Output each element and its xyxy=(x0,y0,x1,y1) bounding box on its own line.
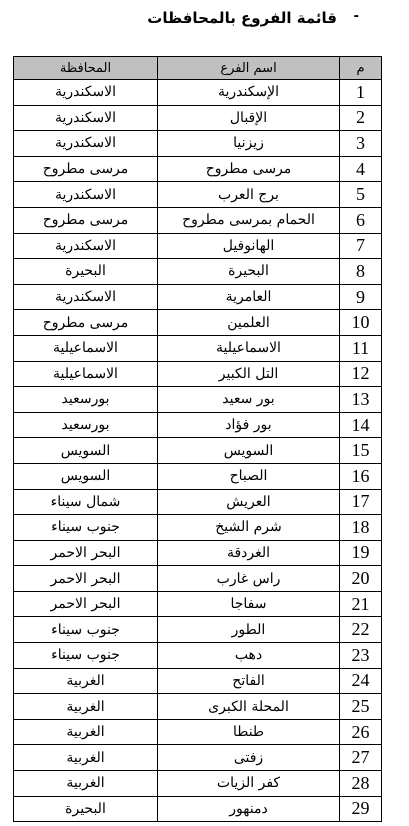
row-number-cell: 4 xyxy=(340,156,382,182)
row-number-cell: 14 xyxy=(340,412,382,438)
governorate-cell: البحيرة xyxy=(14,259,158,285)
table-header-row xyxy=(14,57,382,80)
row-number-cell: 18 xyxy=(340,515,382,541)
row-number-cell: 16 xyxy=(340,463,382,489)
table-row xyxy=(14,361,382,387)
branch-name-cell: العامرية xyxy=(158,284,340,310)
branch-name-cell: دمنهور xyxy=(158,796,340,822)
branch-name-cell: مرسى مطروح xyxy=(158,156,340,182)
row-number-cell: 27 xyxy=(340,745,382,771)
table-row xyxy=(14,259,382,285)
branch-name-cell: سفاجا xyxy=(158,591,340,617)
row-number-cell: 10 xyxy=(340,310,382,336)
row-number-cell: 19 xyxy=(340,540,382,566)
row-number-cell: 17 xyxy=(340,489,382,515)
governorate-cell: الاسكندرية xyxy=(14,233,158,259)
governorate-cell: الاسكندرية xyxy=(14,284,158,310)
table-row xyxy=(14,796,382,822)
row-number-cell: 13 xyxy=(340,387,382,413)
table-row xyxy=(14,156,382,182)
branch-name-cell: الإسكندرية xyxy=(158,80,340,106)
governorate-cell: الغربية xyxy=(14,719,158,745)
branch-name-cell: بور فؤاد xyxy=(158,412,340,438)
row-number-cell: 6 xyxy=(340,207,382,233)
branch-name-cell: الفاتح xyxy=(158,668,340,694)
row-number-cell: 11 xyxy=(340,335,382,361)
row-number-cell: 3 xyxy=(340,131,382,157)
branch-name-cell: الصباح xyxy=(158,463,340,489)
table-row xyxy=(14,131,382,157)
branch-name-cell: الطور xyxy=(158,617,340,643)
page-title: قائمة الفروع بالمحافظات xyxy=(147,9,337,27)
table-row xyxy=(14,335,382,361)
header-governorate: المحافظة xyxy=(14,57,158,80)
table-row xyxy=(14,105,382,131)
table-row xyxy=(14,591,382,617)
branches-table xyxy=(13,56,382,822)
table-row xyxy=(14,438,382,464)
branch-name-cell: الحمام بمرسى مطروح xyxy=(158,207,340,233)
branch-name-cell: زيزنيا xyxy=(158,131,340,157)
branch-name-cell: العريش xyxy=(158,489,340,515)
governorate-cell: مرسى مطروح xyxy=(14,207,158,233)
row-number-cell: 12 xyxy=(340,361,382,387)
governorate-cell: مرسى مطروح xyxy=(14,156,158,182)
page-title-row xyxy=(0,6,409,32)
governorate-cell: جنوب سيناء xyxy=(14,617,158,643)
table-row xyxy=(14,540,382,566)
table-row xyxy=(14,284,382,310)
branch-name-cell: شرم الشيخ xyxy=(158,515,340,541)
table-row xyxy=(14,182,382,208)
table-row xyxy=(14,515,382,541)
row-number-cell: 26 xyxy=(340,719,382,745)
table-row xyxy=(14,387,382,413)
table-row xyxy=(14,771,382,797)
branch-name-cell: الهانوفيل xyxy=(158,233,340,259)
branch-name-cell: المحلة الكبرى xyxy=(158,694,340,720)
table-row xyxy=(14,412,382,438)
governorate-cell: السويس xyxy=(14,438,158,464)
governorate-cell: جنوب سيناء xyxy=(14,515,158,541)
governorate-cell: الاسكندرية xyxy=(14,105,158,131)
row-number-cell: 7 xyxy=(340,233,382,259)
row-number-cell: 24 xyxy=(340,668,382,694)
table-row xyxy=(14,745,382,771)
row-number-cell: 2 xyxy=(340,105,382,131)
header-number: م xyxy=(340,57,382,80)
table-row xyxy=(14,668,382,694)
header-branch-name: اسم الفرع xyxy=(158,57,340,80)
branch-name-cell: كفر الزيات xyxy=(158,771,340,797)
table-row xyxy=(14,617,382,643)
table-row xyxy=(14,310,382,336)
row-number-cell: 15 xyxy=(340,438,382,464)
row-number-cell: 23 xyxy=(340,643,382,669)
row-number-cell: 20 xyxy=(340,566,382,592)
governorate-cell: مرسى مطروح xyxy=(14,310,158,336)
branch-name-cell: البحيرة xyxy=(158,259,340,285)
table-row xyxy=(14,489,382,515)
branch-name-cell: الغردقة xyxy=(158,540,340,566)
row-number-cell: 28 xyxy=(340,771,382,797)
branch-name-cell: برج العرب xyxy=(158,182,340,208)
governorate-cell: الغربية xyxy=(14,771,158,797)
table-row xyxy=(14,463,382,489)
table-row xyxy=(14,233,382,259)
row-number-cell: 1 xyxy=(340,80,382,106)
row-number-cell: 29 xyxy=(340,796,382,822)
governorate-cell: الاسكندرية xyxy=(14,182,158,208)
branch-name-cell: راس غارب xyxy=(158,566,340,592)
branch-name-cell: السويس xyxy=(158,438,340,464)
branch-name-cell: دهب xyxy=(158,643,340,669)
governorate-cell: بورسعيد xyxy=(14,387,158,413)
branch-name-cell: زفتى xyxy=(158,745,340,771)
table-row xyxy=(14,694,382,720)
branch-name-cell: الاسماعيلية xyxy=(158,335,340,361)
governorate-cell: الغربية xyxy=(14,745,158,771)
row-number-cell: 5 xyxy=(340,182,382,208)
governorate-cell: الاسكندرية xyxy=(14,80,158,106)
table-row xyxy=(14,566,382,592)
governorate-cell: بورسعيد xyxy=(14,412,158,438)
branch-name-cell: التل الكبير xyxy=(158,361,340,387)
governorate-cell: البحر الاحمر xyxy=(14,566,158,592)
row-number-cell: 22 xyxy=(340,617,382,643)
table-row xyxy=(14,80,382,106)
row-number-cell: 25 xyxy=(340,694,382,720)
governorate-cell: البحيرة xyxy=(14,796,158,822)
row-number-cell: 21 xyxy=(340,591,382,617)
governorate-cell: البحر الاحمر xyxy=(14,591,158,617)
governorate-cell: الاسماعيلية xyxy=(14,335,158,361)
branch-name-cell: العلمين xyxy=(158,310,340,336)
governorate-cell: شمال سيناء xyxy=(14,489,158,515)
governorate-cell: السويس xyxy=(14,463,158,489)
branch-name-cell: طنطا xyxy=(158,719,340,745)
table-row xyxy=(14,719,382,745)
branch-name-cell: الإقبال xyxy=(158,105,340,131)
table-row xyxy=(14,643,382,669)
governorate-cell: جنوب سيناء xyxy=(14,643,158,669)
governorate-cell: الاسماعيلية xyxy=(14,361,158,387)
governorate-cell: البحر الاحمر xyxy=(14,540,158,566)
governorate-cell: الاسكندرية xyxy=(14,131,158,157)
row-number-cell: 8 xyxy=(340,259,382,285)
governorate-cell: الغربية xyxy=(14,668,158,694)
governorate-cell: الغربية xyxy=(14,694,158,720)
row-number-cell: 9 xyxy=(340,284,382,310)
branch-name-cell: بور سعيد xyxy=(158,387,340,413)
table-row xyxy=(14,207,382,233)
table-body xyxy=(14,80,382,822)
title-bullet-dash: - xyxy=(353,7,359,24)
